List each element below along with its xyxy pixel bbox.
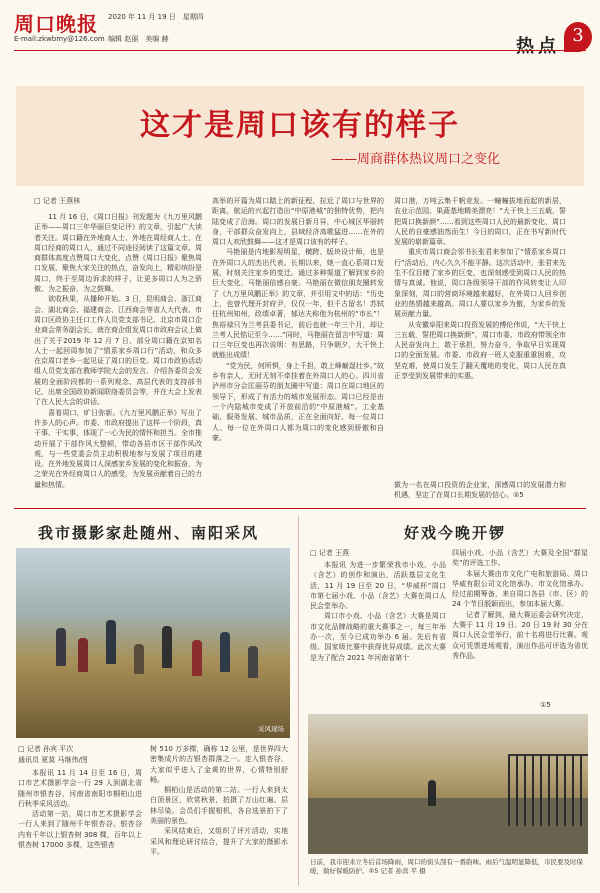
- section-divider: [14, 508, 586, 509]
- lead-subhead: ——周商群体热议周口之变化: [330, 152, 500, 167]
- right-story-headline: 好戏今晚开锣: [404, 524, 507, 542]
- lead-end-mark: ②5: [513, 491, 524, 500]
- left-photo-credit: 采风现场: [258, 725, 284, 733]
- left-story-byline-2: 通讯员 夏莫 马继伟/图: [18, 756, 88, 764]
- right-story-photo: [308, 714, 588, 854]
- byline-box-icon: □: [18, 745, 25, 753]
- left-story-column-2: 树 510 万多棵，确称 12 公里，是世界四大密集成片的古银杏群落之一。走入银杏谷，大家似乎进入了金黄的世界，心情特别舒畅。 桐柏山是活动的第二站。一行人来到太白顶景区，欣赏秋景，拍摄了万山红遍、层林尽染。会员们手握相机，各自选景拍下了美丽的景色。 采风结束后，又组织了评片活动，实地采风和理论研讨结合，提升了大家的摄影水平。: [150, 745, 288, 856]
- right-photo-caption: 日前，我市迎来立冬后首场降雨，周口的街头刮有一番韵味。雨后气温明显降低，市民要及时保暖，做好保暖防护。②5 记者 孙宾 平 摄: [310, 858, 583, 875]
- lead-column-1: 11 月 16 日，《周口日报》刊发题为《九万里风鹏正举——周口三年华丽巨变记评》的文章，引起广大读者关注。周口籍在外地商人士、外地在周经商人士，在周口经商的周口人，通过不同途径阅读了这篇文章。周商群体高度点赞周口大变化，点赞《周口日报》聚焦周口发展、聚焦大家关注的热点，奋发向上，精彩缤纷是周口，终于至周边诉求的样子，让更多周口人为之骄傲、为之振奋、为之鼓舞。 欲收秋果，从播种开始。3 日，昆明商会、浙江商会、湖北商会、福建商会、江西商会等省人大代表、市周口区政协主任口工作人员党支部书记、北京市周口企业商会常务副会长，就在商企组发周口市政府会议上做出了关于2019 年 12 月 7 日、部分周口籍在京知名人士一起回周参加了“情系家乡周口行”活动，和众多在京周口老乡一起见证了周口的巨变。周口市政协活动组人员党支部在教师学院大会的发言、介绍各委员会发展的全面阶段都的一系列观念、高层代表的支持部书记，出席全国政协新闻联络委员会等，并在大会上发表了在人民大会的讲话。 喜看周口，旷日弥新。《九万里风鹏正举》写出了许多人的心声。市委、市政府提出了这样一个阶段，真干事、干实事，体现了一心为民的情怀和担当。全市推动开展了干部作风大整顿，带动各县市区干部作风改观，与一些党委会员主动积极地参与发展了项目的建设。在外地发展周口人深感家乡发展的变化和振奋，为之荣光在外经商周口人的感受，为发展贡献着自己的力量和热情。: [34, 213, 202, 489]
- masthead-rule: [14, 50, 586, 51]
- contact-email: E-mail:zkwbmy@126.com: [14, 35, 105, 43]
- lead-headline: 这才是周口该有的样子: [140, 108, 460, 143]
- issue-date: 2020 年 11 月 19 日 星期四: [108, 13, 204, 21]
- left-story-photo: [16, 548, 290, 738]
- byline-box-icon: □: [34, 197, 41, 205]
- byline-box-icon: □: [310, 549, 317, 557]
- right-story-column-2: 四届小戏、小品（含艺）大赛及全国“群星奖”的评选工作。 本届大赛由市文化广电和旅游局、周口华威有限公司文化馆承办，市文化馆承办。经过前期筹备，来自周口各县（市、区）的 24 个节目脱颖而出，参加本届大赛。 记者了解到，最大赛运委会研究决定，大赛于 11 月 19 日、20 日 19 时 30 分在周口人民会堂举行，前十名将进行比赛。观众可凭票进场观看，演出作品可评选为省优秀作品。: [452, 549, 588, 660]
- right-story-end-mark: ①5: [540, 701, 551, 709]
- left-story-headline: 我市摄影家赴随州、南阳采风: [38, 524, 260, 542]
- right-story-column-1: 本报讯 为进一步繁荣我市小戏、小品（含艺）的创作和演出，活跃基层文化生活，11 月 19 日至 20 日，“华威杯”周口市第七届小戏、小品（含艺）大赛在周口人民会堂举办。 周口市小戏、小品（含艺）大赛是周口市文化品牌战略的重大赛事之一，每三年举办一次，至今已成功举办 6 届。先后有省级、国家级比赛中获得优异成绩。此次大赛是为了配合 2021 年河南省第十: [310, 561, 446, 662]
- lead-column-3-ending: 做为一名在周口投资的企业家，深感周口的发展潜力和机遇，坚定了在周口长期发展的信心。②5: [394, 481, 566, 500]
- newspaper-logo: 周口晚报: [14, 12, 98, 36]
- right-photo-credit: 记者 孙宾 平 摄: [380, 867, 426, 875]
- page-number-badge: 3: [564, 22, 592, 52]
- right-story-byline: □ 记者 王燕: [310, 549, 350, 557]
- page-editors: 编辑 赵丽 美编 赫: [108, 35, 169, 43]
- lead-byline: □ 记者 王燕林: [34, 197, 81, 205]
- section-title: 热点: [516, 36, 560, 57]
- lead-column-2: 高举的开篇为周口踏上的新征程，拉近了周口与世界的距离，航运的兴起打造出“中原港城”的独特优势，把内陆变成了沿海。周口的发展日新月异，中心城区华丽转身，干部群众奋发向上，县域经济高歌猛进……在外的周口人欢欣鼓舞——这才是周口该有的样子。 马艳丽是内地影视明星，横跨、版块设计师，也是在外周口人的杰出代表。长期以来，她一直心系周口发展，时刻关注家乡的变迁。通过多种渠道了解到家乡的巨大变化，马艳丽倍感自豪。马艳丽在微信朋友圈转发了《九万里风鹏正举》的文章，并引用文中的话：“历史上，也曾代理开封府尹，仅仅一年，但千古留名！苏轼任杭州知州，政绩卓著，郁达夫称他为杭州的“市长”！焦裕禄只为兰考县委书记，前后也就一年三个月，却让兰考人民铭记至今……”同时，马艳丽在留言中写道：周口三年巨变也再次说明：有思路，只争朝夕，大干快上就能出成绩！ “党为民，何所惧，身上千担，敢上峰巅逞壮乡。”故乡有亲人，无时无刻不牵挂着在外周口人的心。四川省泸州市分会匡丽芬的朋友圈中写道：周口在周口地区的领导下，形成了有活力的城市发展形态。周口已经是由一个内陆城市变成了开放前沿的“中原港城”。工业基础、服务发展、城市品质，正在全面向好、每一位周口人、每一位在外周口人都为周口的变化感到骄傲和自豪。: [212, 197, 384, 442]
- left-story-column-1: 本报讯 11 月 14 日至 16 日，周口市艺术摄影学会一行 29 人到湖北省随州市银杏谷、河南省南阳市桐柏山进行秋季采风活动。 活动第一站，周口市艺术摄影学会一行人来到了随州千年银杏谷。银杏谷内有千年以上银杏树 308 棵，百年以上银杏树 17000 多棵，这些银杏: [18, 769, 142, 850]
- column-divider: [298, 516, 299, 886]
- left-story-byline: □ 记者 孙宾 平次: [18, 745, 74, 753]
- lead-column-3: 周口港，万吨云集千帆竞发。一幢幢拔地而起的新居，农业示范园、果蔬基地精美漂亮！“大干快上三五载，誓把周口换新颜”……看到这些周口人民的最新变化，周口人民的自豪感油然而生！今日的周口，正在书写新时代发展的崭新篇章。 重庆市周口商会邻书长张君来参加了“情系家乡周口行”活动后，内心久久不能平静。这次活动中，张君来先生不仅目睹了家乡的巨变，也深刻感受到周口人民的热情与真诚。他说，周口各级领导干部的作风转变让人印象深刻，周口的营商环境越来越好，在外周口人回乡创业的热情越来越高。周口人要以家乡为傲，为家乡的发展贡献力量。 从安徽阜阳来周口投资发展的傅伦伟说，“大干快上三五载，誓把周口换新颜”，周口市委、市政府带领全市人民奋发向上，敢于承担，努力奋斗，争取早日实现周口的全面发展。市委、市政府一班人克服重重困难，攻坚克难，使周口发生了翻天覆地的变化，周口人民在真正享受到发展带来的实惠。: [394, 197, 566, 381]
